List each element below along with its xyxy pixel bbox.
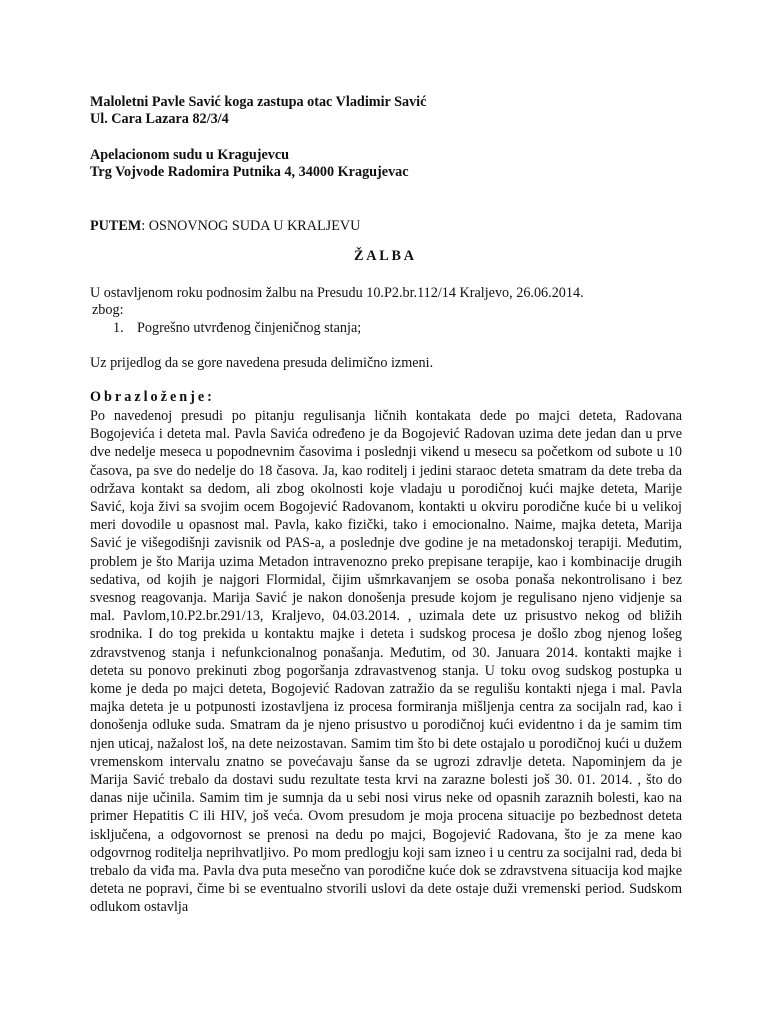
via-label: PUTEM	[90, 218, 142, 234]
intro-because: zbog:	[92, 302, 124, 318]
court-address: Trg Vojvode Radomira Putnika 4, 34000 Kragujevac	[90, 164, 409, 180]
intro-line: U ostavljenom roku podnosim žalbu na Presudu 10.P2.br.112/14 Kraljevo, 26.06.2014.	[90, 285, 584, 301]
proposal-line: Uz prijedlog da se gore navedena presuda delimično izmeni.	[90, 355, 434, 371]
sender-address: Ul. Cara Lazara 82/3/4	[90, 111, 229, 127]
via-text: : OSNOVNOG SUDA U KRALJEVU	[141, 218, 361, 234]
reasoning-body: Po navedenoj presudi po pitanju regulisanja ličnih kontakata dede po majci deteta, Radovana Bogojevića i deteta mal. Pavla Savića određeno je da Bogojević Radovan uzima dete jedan dan u prve dve nedelje meseca u popodnevnim časovima i poslednji vikend u mesecu sa početkom od subote u 10 časova, pa sve do nedelje do 18 časova. Ja, kao roditelj i jedini staraoc deteta smatram da dete treba da održava kontakt sa dedom, ali zbog okolnosti koje vladaju u porodičnoj kući majke deteta, Marije Savić, koja živi sa svojim ocem Bogojević Radovanom, kontakti u okviru porodične kuće bi u velikoj meri dovodile u opasnost mal. Pavla, kako fizički, tako i emocionalno. Naime, majka deteta, Marija Savić je višegodišnji zavisnik od PAS-a, a poslednje dve godine je na metadonskoj terapiji. Međutim, problem je što Marija uzima Metadon intravenozno preko prepisane terapije, kao i kombinacije drugih sedativa, od kojih je najgori Flormidal, čijim ušmrkavanjem se osoba ponaša nekontrolisano i bez svesnog reagovanja. Marija Savić je nakon donošenja presude kojom je regulisano njeno vidjenje sa mal. Pavlom,10.P2.br.291/13, Kraljevo, 04.03.2014. , uzimala dete uz prisustvo nekog od bližih srodnika. I do tog prekida u kontaktu majke i deteta i sudskog procesa je došlo zbog njenog lošeg zdravstvenog stanja i nefunkcionalnog ponašanja. Međutim, od 30. Januara 2014. kontakti majke i deteta su ponovo prekinuti zbog pogoršanja zdravastvenog stanja. U toku ovog sudskog postupka u kome je deda po majci deteta, Bogojević Radovan zatražio da se regulišu kontakti njega i mal. Pavla majka deteta je u potpunosti izostavljena iz procesa formiranja mišljenja centra za socijaln rad, kao i donošenja odluke suda. Smatram da je njeno prisustvo u porodičnoj kući evidentno i da je samim tim njen uticaj, nažalost loš, na dete neizostavan. Samim tim što bi dete ostajalo u porodičnoj kući u dužem vremenskom intervalu znatno se povećavaju šanse da se ugrozi zdravlje deteta. Napominjem da je Marija Savić trebalo da dostavi sudu rezultate testa krvi na zarazne bolesti još 30. 01. 2014. , što do danas nije učinila. Samim tim je sumnja da u sebi nosi virus neke od opasnih zaraznih bolesti, kao na primer Hepatitis C ili HIV, još veća. Ovom presudom je moja procena situacije po bezbednost deteta isključena, a odgovornost se prenosi na dedu po majci, Bogojević Radovana, što je za mene kao odgovrnog roditelja neprihvatljivo. Po mom predlogju koji sam izneo i u centru za socijalni rad, deda bi trebalo da viđa ma. Pavla dva puta mesečno van porodične kuće dok se zdravstvena situacija kod majke deteta ne popravi, čime bi se eventualno stvorili uslovi da dete ostaje duži vremenski period. Sudskom odlukom ostavlja	[90, 408, 682, 916]
list-item-text: Pogrešno utvrđenog činjeničnog stanja;	[137, 320, 362, 336]
list-number: 1.	[113, 320, 124, 336]
reasoning-heading: Obrazloženje:	[90, 389, 215, 405]
court-name: Apelacionom sudu u Kragujevcu	[90, 147, 290, 163]
list-item	[113, 320, 361, 337]
via-court-line	[90, 218, 360, 235]
sender-name: Maloletni Pavle Savić koga zastupa otac Vladimir Savić	[90, 94, 427, 110]
document-title: Ž A L B A	[354, 248, 414, 264]
